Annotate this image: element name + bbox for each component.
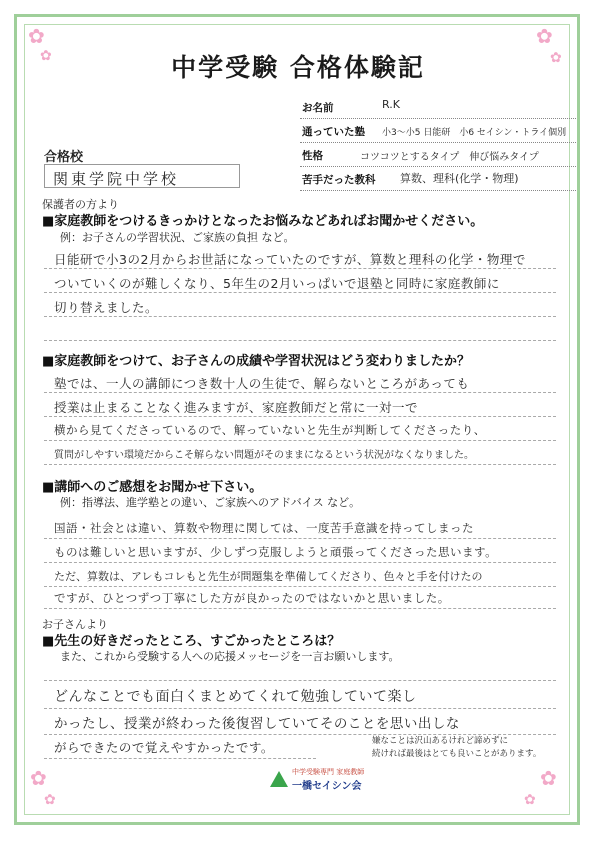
answer-line: [44, 464, 556, 465]
personality-value: コツコツとするタイプ 伸び悩みタイプ: [360, 152, 539, 163]
answer-2-line-2: 授業は止まることなく進みますが、家庭教師だと常に一対一で: [54, 400, 419, 415]
answer-3-line-1: 国語・社会とは違い、算数や物理に関しては、一度苦手意識を持ってしまった: [54, 521, 474, 535]
flower-decoration-bottom-right-2: ✿: [524, 792, 536, 808]
answer-line: [44, 416, 556, 417]
answer-1-line-1: 日能研で小3の2月からお世話になっていたのですが、算数と理科の化学・物理で: [54, 252, 526, 267]
answer-2-line-4: 質問がしやすい環境だからこそ解らない問題がそのままになるという状況がなくなりました。: [54, 450, 474, 461]
flower-decoration-bottom-right: ✿: [540, 766, 557, 790]
answer-line: [44, 608, 556, 609]
flower-decoration-top-right-2: ✿: [550, 50, 562, 66]
answer-line: [44, 440, 556, 441]
question-2: ■家庭教師をつけて、お子さんの成績や学習状況はどう変わりましたか？: [42, 354, 471, 369]
school-value: 関東学院中学校: [53, 170, 180, 188]
answer-1-line-3: 切り替えました。: [54, 300, 159, 315]
flower-decoration-top-right: ✿: [536, 24, 553, 48]
page-title: 中学受験 合格体験記: [171, 53, 425, 82]
answer-line: [44, 562, 556, 563]
logo-tagline: 中学受験専門 家庭教師: [292, 768, 365, 776]
name-label: お名前: [302, 102, 334, 114]
answer-4-line-3: がらできたので覚えやすかったです。: [54, 740, 274, 755]
answer-line: [44, 292, 556, 293]
juku-value: 小3〜小5 日能研 小6 セイシン・トライ個別: [382, 128, 567, 138]
answer-3-line-4: ですが、ひとつずつ丁寧にした方が良かったのではないかと思いました。: [54, 591, 450, 605]
flower-decoration-top-left-2: ✿: [40, 48, 52, 64]
info-row-juku: [300, 120, 576, 143]
answer-line: [44, 340, 556, 341]
answer-4-line-1: どんなことでも面白くまとめてくれて勉強していて楽し: [54, 689, 417, 705]
info-row-weak-subject: [300, 168, 576, 191]
name-value: R.K: [382, 98, 400, 111]
answer-line: [44, 538, 556, 539]
flower-decoration-bottom-left: ✿: [30, 766, 47, 790]
answer-4-line-2: かったし、授業が終わった後復習していてそのことを思い出しな: [54, 716, 460, 732]
answer-line: [44, 586, 556, 587]
answer-line: [44, 392, 556, 393]
answer-line: [44, 316, 556, 317]
student-heading: お子さんより: [42, 618, 108, 631]
question-4-sub: また、これから受験する人への応援メッセージを一言お願いします。: [60, 650, 400, 663]
answer-3-line-3: ただ、算数は、アレもコレもと先生が問題集を準備してくださり、色々と手を付けたの: [54, 570, 483, 583]
question-3-example: 例：指導法、進学塾との違い、ご家族へのアドバイス など。: [60, 496, 361, 509]
question-3: ■講師へのご感想をお聞かせ下さい。: [42, 480, 263, 495]
weak-subject-value: 算数、理科(化学・物理): [400, 172, 519, 185]
weak-subject-label: 苦手だった教科: [302, 174, 376, 186]
info-row-name: [300, 96, 576, 119]
info-row-personality: [300, 144, 576, 167]
personality-label: 性格: [302, 150, 323, 162]
juku-label: 通っていた塾: [302, 126, 365, 138]
company-logo: [270, 767, 365, 793]
answer-line: [44, 708, 556, 709]
school-label: 合格校: [44, 150, 84, 165]
school-box: [44, 164, 240, 188]
parent-heading: 保護者の方より: [42, 198, 119, 211]
answer-2-line-3: 横から見てくださっているので、解っていないと先生が判断してくださったり、: [54, 423, 486, 437]
flower-decoration-top-left: ✿: [28, 24, 45, 48]
question-4: ■先生の好きだったところ、すごかったところは？: [42, 634, 341, 649]
logo-triangle-icon: [270, 771, 288, 787]
answer-line: [44, 268, 556, 269]
answer-line: [44, 758, 316, 759]
answer-line: [44, 680, 556, 681]
student-note-line-1: 嫌なことは沢山あるけれど諦めずに: [372, 736, 509, 746]
flower-decoration-bottom-left-2: ✿: [44, 792, 56, 808]
answer-2-line-1: 塾では、一人の講師につき数十人の生徒で、解らないところがあっても: [54, 376, 470, 391]
student-note-line-2: 続ければ最後はとても良いことがあります。: [372, 749, 542, 759]
question-1: ■家庭教師をつけるきっかけとなったお悩みなどあればお聞かせください。: [42, 214, 484, 229]
question-1-example: 例：お子さんの学習状況、ご家族の負担 など。: [60, 231, 295, 244]
logo-name: 一橋セイシン会: [292, 781, 362, 792]
answer-3-line-2: ものは難しいと思いますが、少しずつ克服しようと頑張ってくださった思います。: [54, 545, 498, 559]
answer-1-line-2: ついていくのが難しくなり、5年生の2月いっぱいで退塾と同時に家庭教師に: [54, 276, 500, 291]
